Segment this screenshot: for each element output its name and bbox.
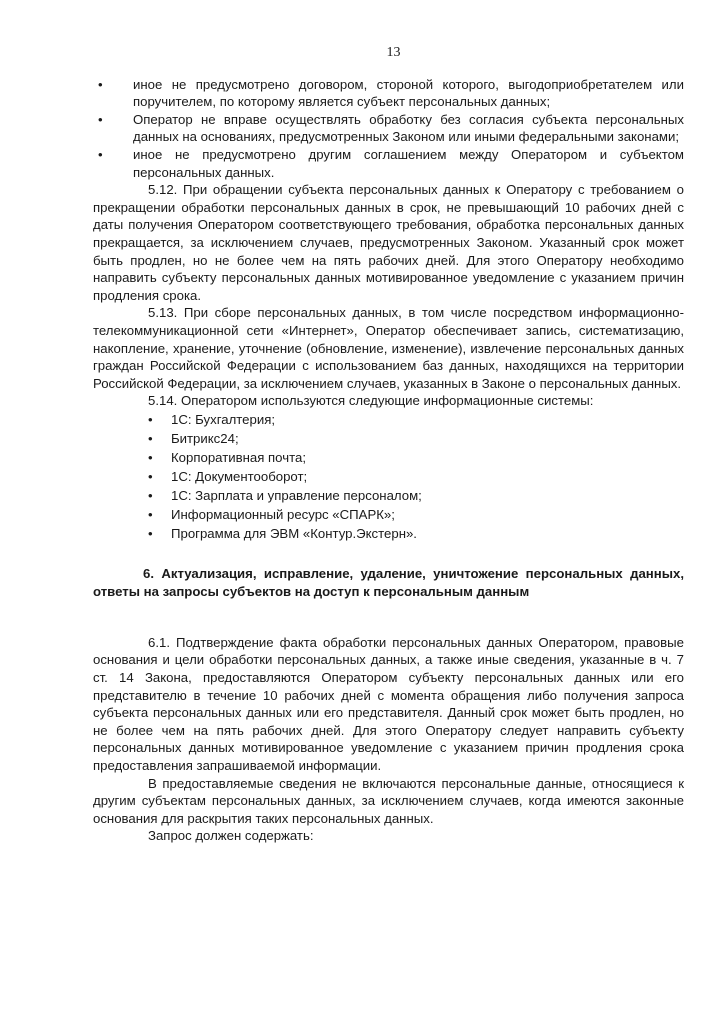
list-item: • 1С: Документооборот; bbox=[93, 467, 684, 486]
paragraph-exclusion: В предоставляемые сведения не включаются персональные данные, относящиеся к другим субъектам персональных данных, за исключением случаев, когда имеются законные основания для раскрытия таких персональных данных. bbox=[93, 775, 684, 826]
section-6-heading: 6. Актуализация, исправление, удаление, уничтожение персональных данных, ответы на запросы субъектов на доступ к персональным данным bbox=[93, 565, 684, 600]
paragraph-6-1: 6.1. Подтверждение факта обработки персональных данных Оператором, правовые основания и цели обработки персональных данных, а также иные сведения, указанные в ч. 7 ст. 14 Закона, предоставляются Оператором субъекту персональных данных или его представителю в течение 10 рабочих дней с момента обращения либо получения запроса субъекта персональных данных или его представителя. Данный срок может быть продлен, но не более чем на пять рабочих дней. Для этого Оператору следует направить субъекту персональных данных мотивированное уведомление с указанием причин продления срока предоставления запрашиваемой информации. bbox=[93, 634, 684, 774]
conditions-list bbox=[93, 76, 684, 182]
paragraph-5-12: 5.12. При обращении субъекта персональных данных к Оператору с требованием о прекращении обработки персональных данных в срок, не превышающий 10 рабочих дней с даты получения Оператором соответствующего требования, обработка персональных данных прекращается, за исключением случаев, предусмотренных Законом. Указанный срок может быть продлен, но не более чем на пять рабочих дней. Для этого Оператору необходимо направить субъекту персональных данных мотивированное уведомление с указанием причин продления срока. bbox=[93, 182, 684, 303]
list-item: • Корпоративная почта; bbox=[93, 448, 684, 467]
information-systems-list bbox=[93, 410, 684, 543]
page-number: 13 bbox=[386, 45, 401, 60]
list-item: • иное не предусмотрено другим соглашением между Оператором и субъектом персональных данных. bbox=[93, 146, 684, 181]
paragraph-5-14: 5.14. Оператором используются следующие информационные системы: bbox=[148, 393, 594, 409]
paragraph-5-13: 5.13. При сборе персональных данных, в том числе посредством информационно-телекоммуникационной сети «Интернет», Оператор обеспечивает запись, систематизацию, накопление, хранение, уточнение (обновление, изменение), извлечение персональных данных граждан Российской Федерации с использованием баз данных, находящихся на территории Российской Федерации, за исключением случаев, указанных в Законе о персональных данных. bbox=[93, 305, 684, 391]
list-item: • 1С: Зарплата и управление персоналом; bbox=[93, 486, 684, 505]
list-item: • Оператор не вправе осуществлять обработку без согласия субъекта персональных данных на основаниях, предусмотренных Законом или иными федеральными законами; bbox=[93, 111, 684, 146]
list-item: • 1С: Бухгалтерия; bbox=[93, 410, 684, 429]
list-item: • Битрикс24; bbox=[93, 429, 684, 448]
list-item: • Информационный ресурс «СПАРК»; bbox=[93, 505, 684, 524]
list-item: • Программа для ЭВМ «Контур.Экстерн». bbox=[93, 524, 684, 543]
list-item: • иное не предусмотрено договором, стороной которого, выгодоприобретателем или поручителем, по которому является субъект персональных данных; bbox=[93, 76, 684, 111]
paragraph-request: Запрос должен содержать: bbox=[148, 828, 314, 844]
